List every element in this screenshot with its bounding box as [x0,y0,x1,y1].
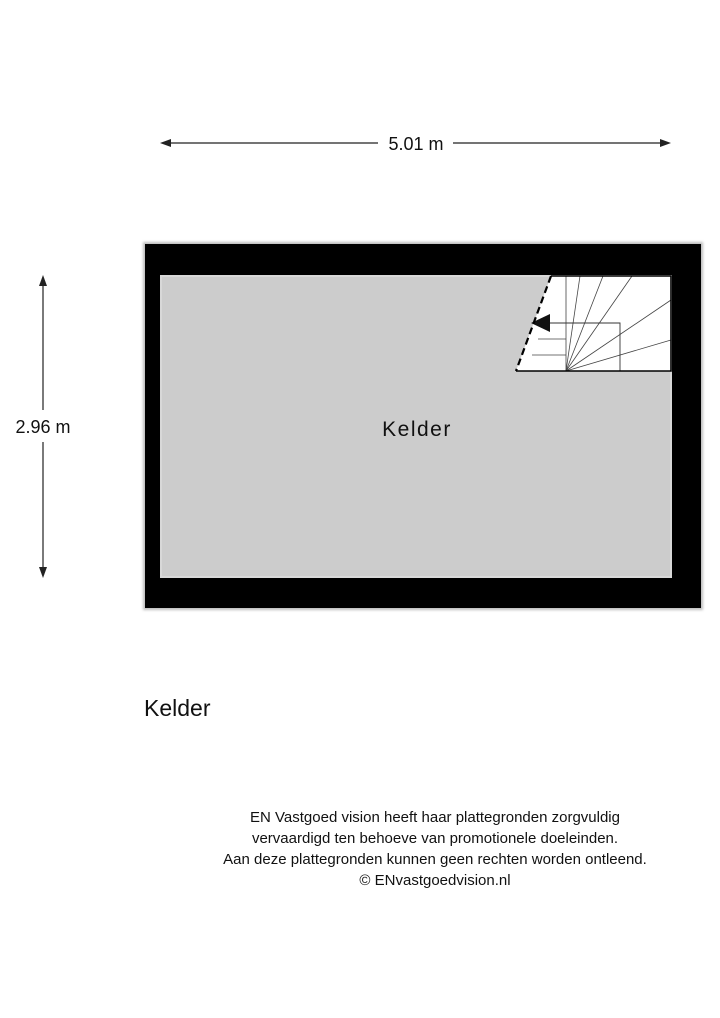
disclaimer-line: EN Vastgoed vision heeft haar plattegronden zorgvuldig [250,809,620,826]
height-dimension [15,275,70,578]
arrow-left-icon [160,139,171,147]
floor-title: Kelder [144,695,211,721]
disclaimer-copyright: © ENvastgoedvision.nl [359,872,511,889]
disclaimer-line: Aan deze plattegronden kunnen geen rechten worden ontleend. [223,851,647,868]
arrow-up-icon [39,275,47,286]
disclaimer [180,807,690,891]
height-label: 2.96 m [15,417,71,437]
room-label: Kelder [382,418,452,441]
disclaimer-line: vervaardigd ten behoeve van promotionele doeleinden. [251,830,619,847]
width-dimension [160,134,671,154]
arrow-down-icon [39,567,47,578]
width-label: 5.01 m [388,134,444,154]
arrow-right-icon [660,139,671,147]
